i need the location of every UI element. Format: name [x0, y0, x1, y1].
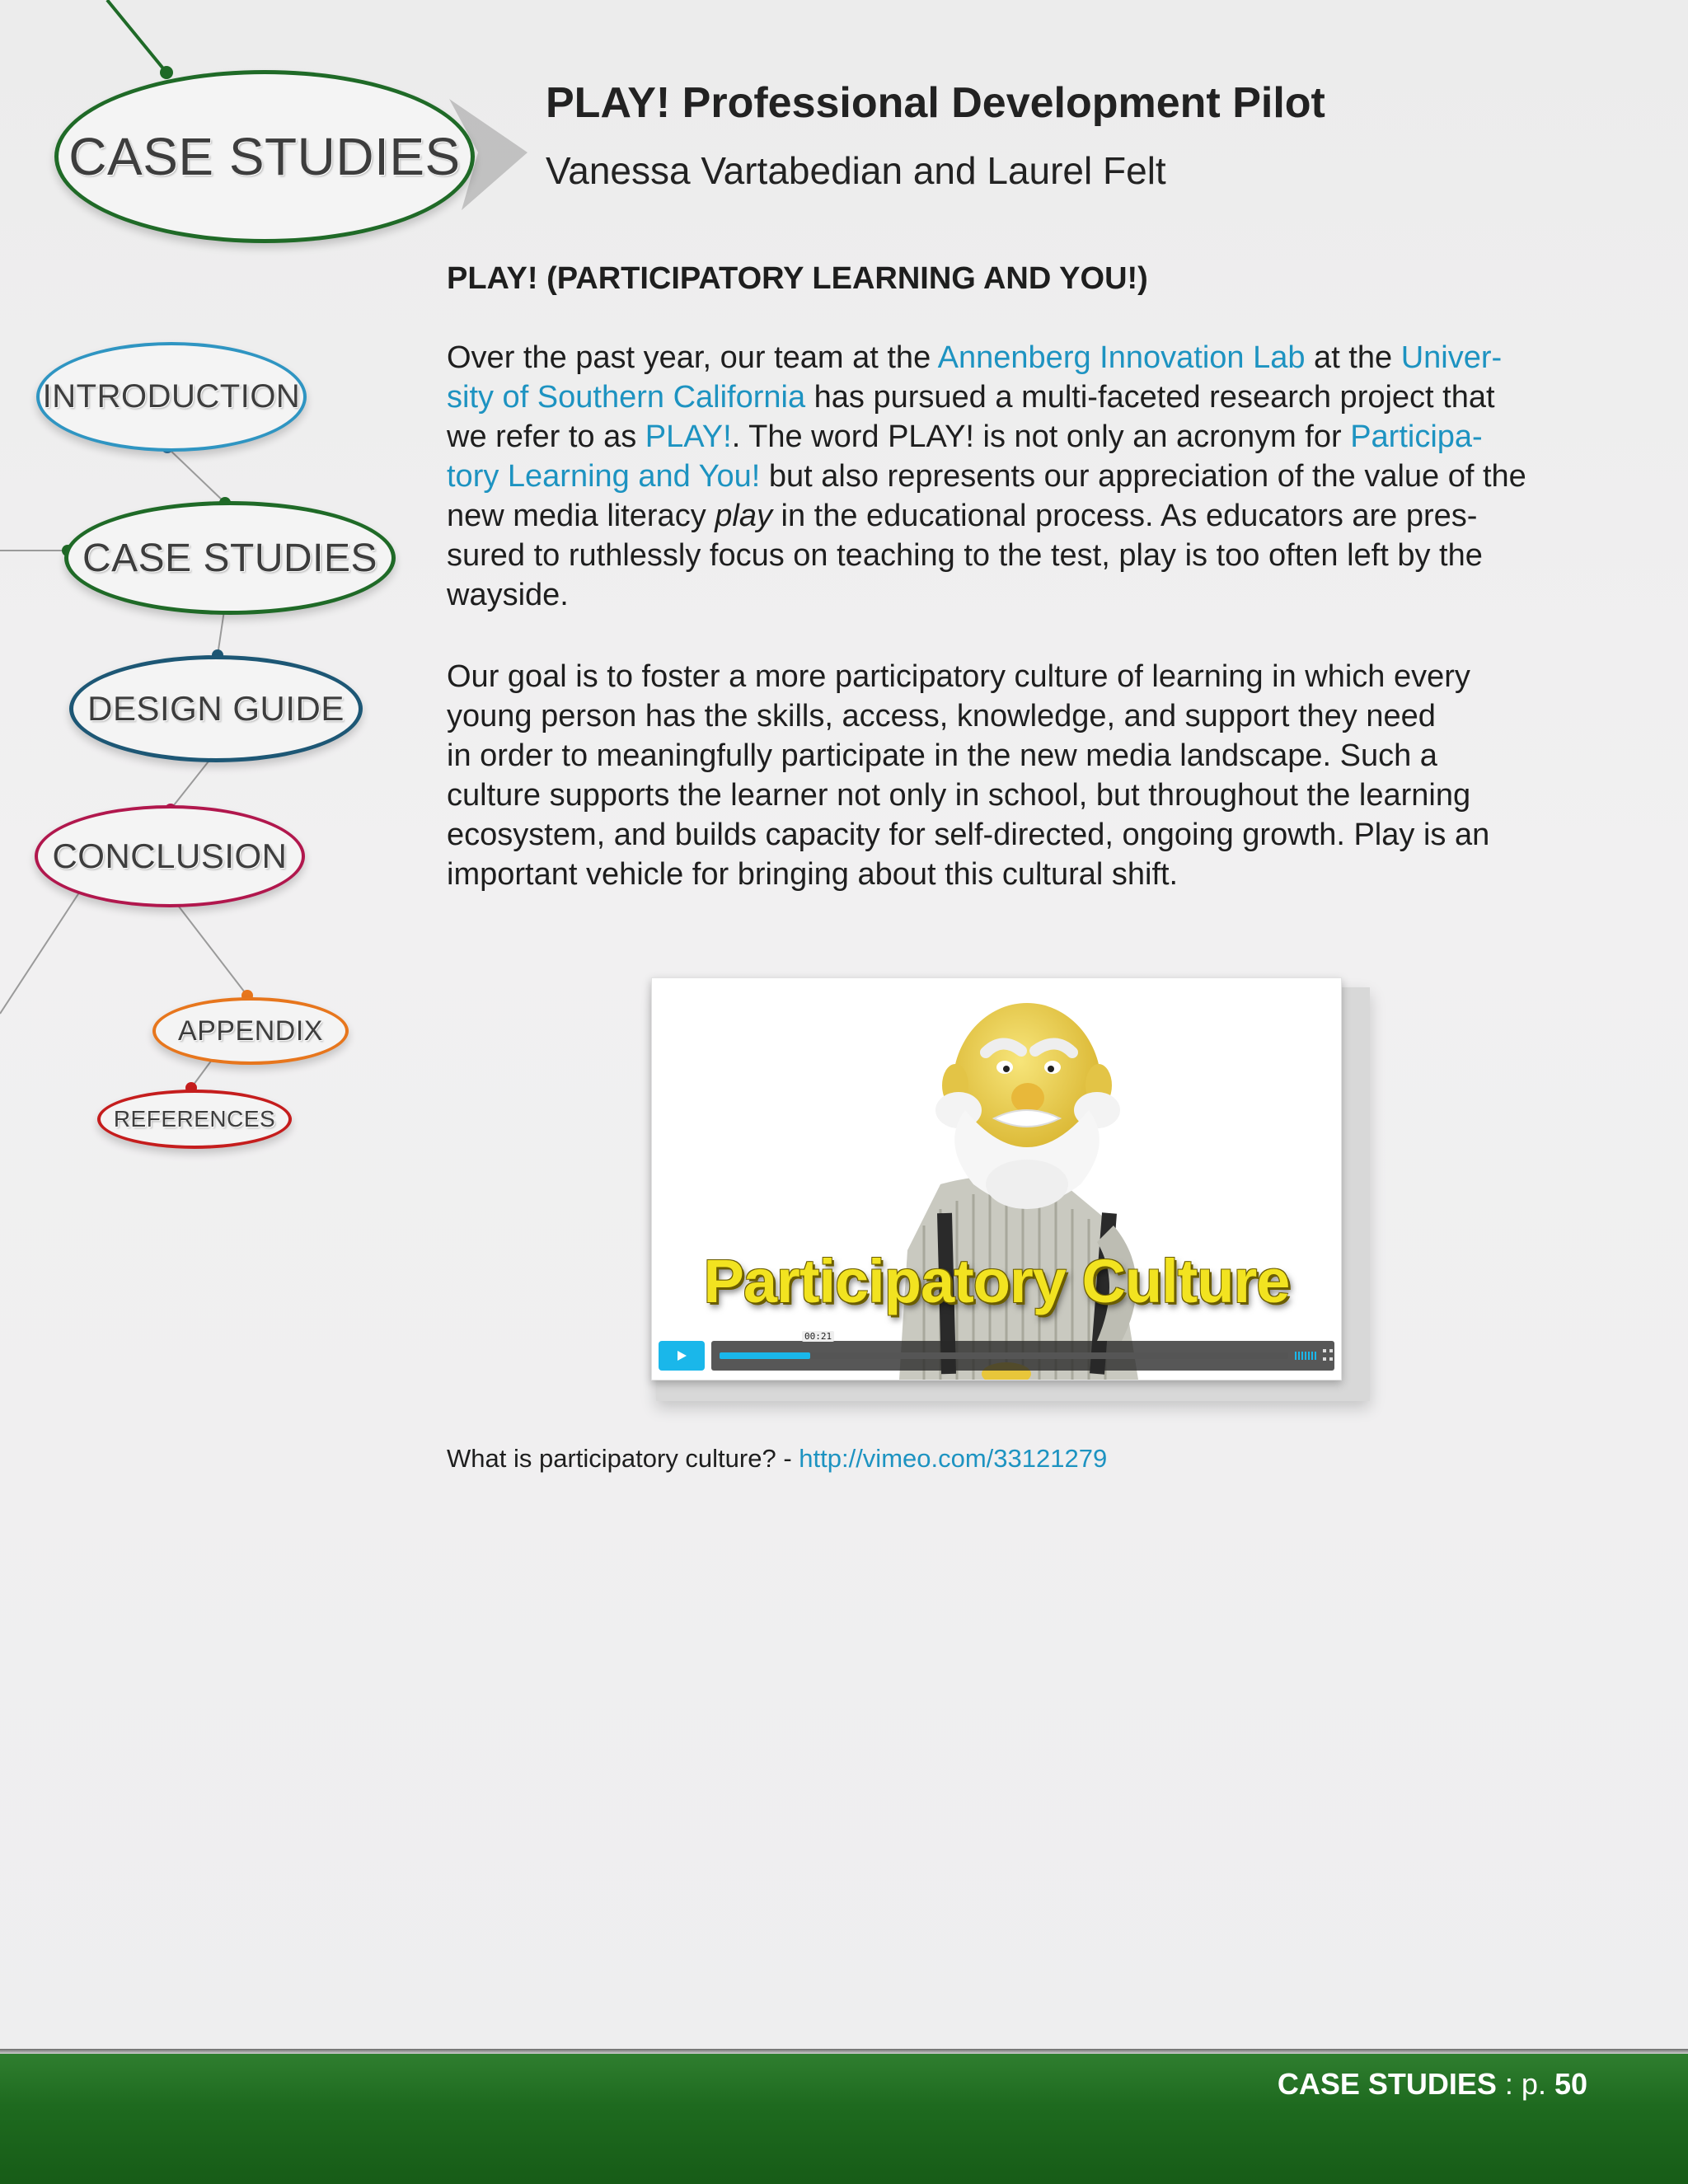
text-line: culture supports the learner not only in school, but throughout the learning	[447, 778, 1471, 813]
nav-case-studies-label: CASE STUDIES	[82, 536, 378, 580]
video-caption: Participatory Culture	[703, 1247, 1290, 1315]
footer-section: CASE STUDIES	[1277, 2067, 1497, 2101]
text-line: important vehicle for bringing about this cultural shift.	[447, 857, 1179, 892]
nav-introduction-label: INTRODUCTION	[42, 378, 301, 415]
text: but also represents our appreciation of the value of the	[760, 459, 1526, 494]
paragraph-intro	[447, 338, 1609, 615]
text-line	[447, 417, 1609, 457]
puppet-image	[652, 978, 1341, 1380]
text: . The word PLAY! is not only an acronym for	[731, 419, 1351, 454]
text: has pursued a multi-faceted research project that	[805, 380, 1495, 415]
nav-conclusion-label: CONCLUSION	[52, 837, 288, 875]
video-controls	[659, 1331, 1334, 1371]
nav-appendix[interactable]	[152, 997, 349, 1065]
section-badge-label: CASE STUDIES	[68, 127, 461, 186]
nav-conclusion[interactable]	[35, 805, 305, 907]
section-badge-case-studies	[54, 70, 475, 243]
text: in the educational process. As educators are pres-	[771, 499, 1478, 533]
link-participatory-learning-cont[interactable]: tory Learning and You!	[447, 459, 761, 494]
link-annenberg-lab[interactable]: Annenberg Innovation Lab	[937, 340, 1306, 375]
footer-page-number: 50	[1554, 2067, 1587, 2101]
text-line: sured to ruthlessly focus on teaching to the test, play is too often left by the	[447, 538, 1483, 573]
play-icon	[675, 1349, 688, 1362]
progress-track	[720, 1352, 1288, 1359]
text-line	[447, 377, 1609, 417]
nav-introduction[interactable]	[36, 342, 307, 452]
text-line: ecosystem, and builds capacity for self-directed, ongoing growth. Play is an	[447, 818, 1490, 852]
volume-icon[interactable]	[1295, 1351, 1318, 1361]
video-link-line	[447, 1444, 1107, 1474]
play-button[interactable]	[659, 1341, 705, 1371]
nav-design-guide-label: DESIGN GUIDE	[87, 689, 345, 728]
video-player[interactable]	[651, 977, 1342, 1380]
footer-separator: : p.	[1496, 2067, 1554, 2101]
link-usc-cont[interactable]: sity of Southern California	[447, 380, 806, 415]
text-line	[447, 338, 1609, 377]
text: new media literacy	[447, 499, 715, 533]
page-title: PLAY! Professional Development Pilot	[546, 79, 1325, 127]
text-line	[447, 457, 1609, 496]
text-line: in order to meaningfully participate in the new media landscape. Such a	[447, 738, 1437, 773]
nav-design-guide[interactable]	[69, 655, 363, 762]
section-heading: PLAY! (PARTICIPATORY LEARNING AND YOU!)	[447, 261, 1148, 296]
text-line: young person has the skills, access, knowledge, and support they need	[447, 699, 1436, 733]
text-line: wayside.	[447, 578, 569, 612]
nav-case-studies[interactable]	[64, 501, 396, 615]
footer-page-label	[1278, 2067, 1587, 2102]
nav-references-label: REFERENCES	[113, 1106, 276, 1132]
emphasis: play	[715, 499, 772, 533]
link-play[interactable]: PLAY!	[645, 419, 732, 454]
nav-references[interactable]	[97, 1090, 292, 1149]
fullscreen-icon[interactable]	[1323, 1349, 1333, 1361]
authors: Vanessa Vartabedian and Laurel Felt	[546, 149, 1166, 192]
text: we refer to as	[447, 419, 645, 454]
text: at the	[1305, 340, 1401, 375]
progress-fill	[720, 1352, 810, 1359]
text-line: Our goal is to foster a more participatory culture of learning in which every	[447, 659, 1470, 694]
vimeo-link[interactable]: http://vimeo.com/33121279	[799, 1444, 1108, 1473]
paragraph-goal	[447, 657, 1609, 894]
text-line	[447, 496, 1609, 536]
text: Over the past year, our team at the	[447, 340, 938, 375]
video-link-label: What is participatory culture? -	[447, 1444, 799, 1473]
link-participatory-learning[interactable]: Participa-	[1350, 419, 1483, 454]
timecode: 00:21	[802, 1331, 834, 1342]
nav-appendix-label: APPENDIX	[178, 1015, 323, 1047]
link-usc[interactable]: Univer-	[1400, 340, 1503, 375]
video-progress-bar[interactable]	[711, 1331, 1334, 1371]
